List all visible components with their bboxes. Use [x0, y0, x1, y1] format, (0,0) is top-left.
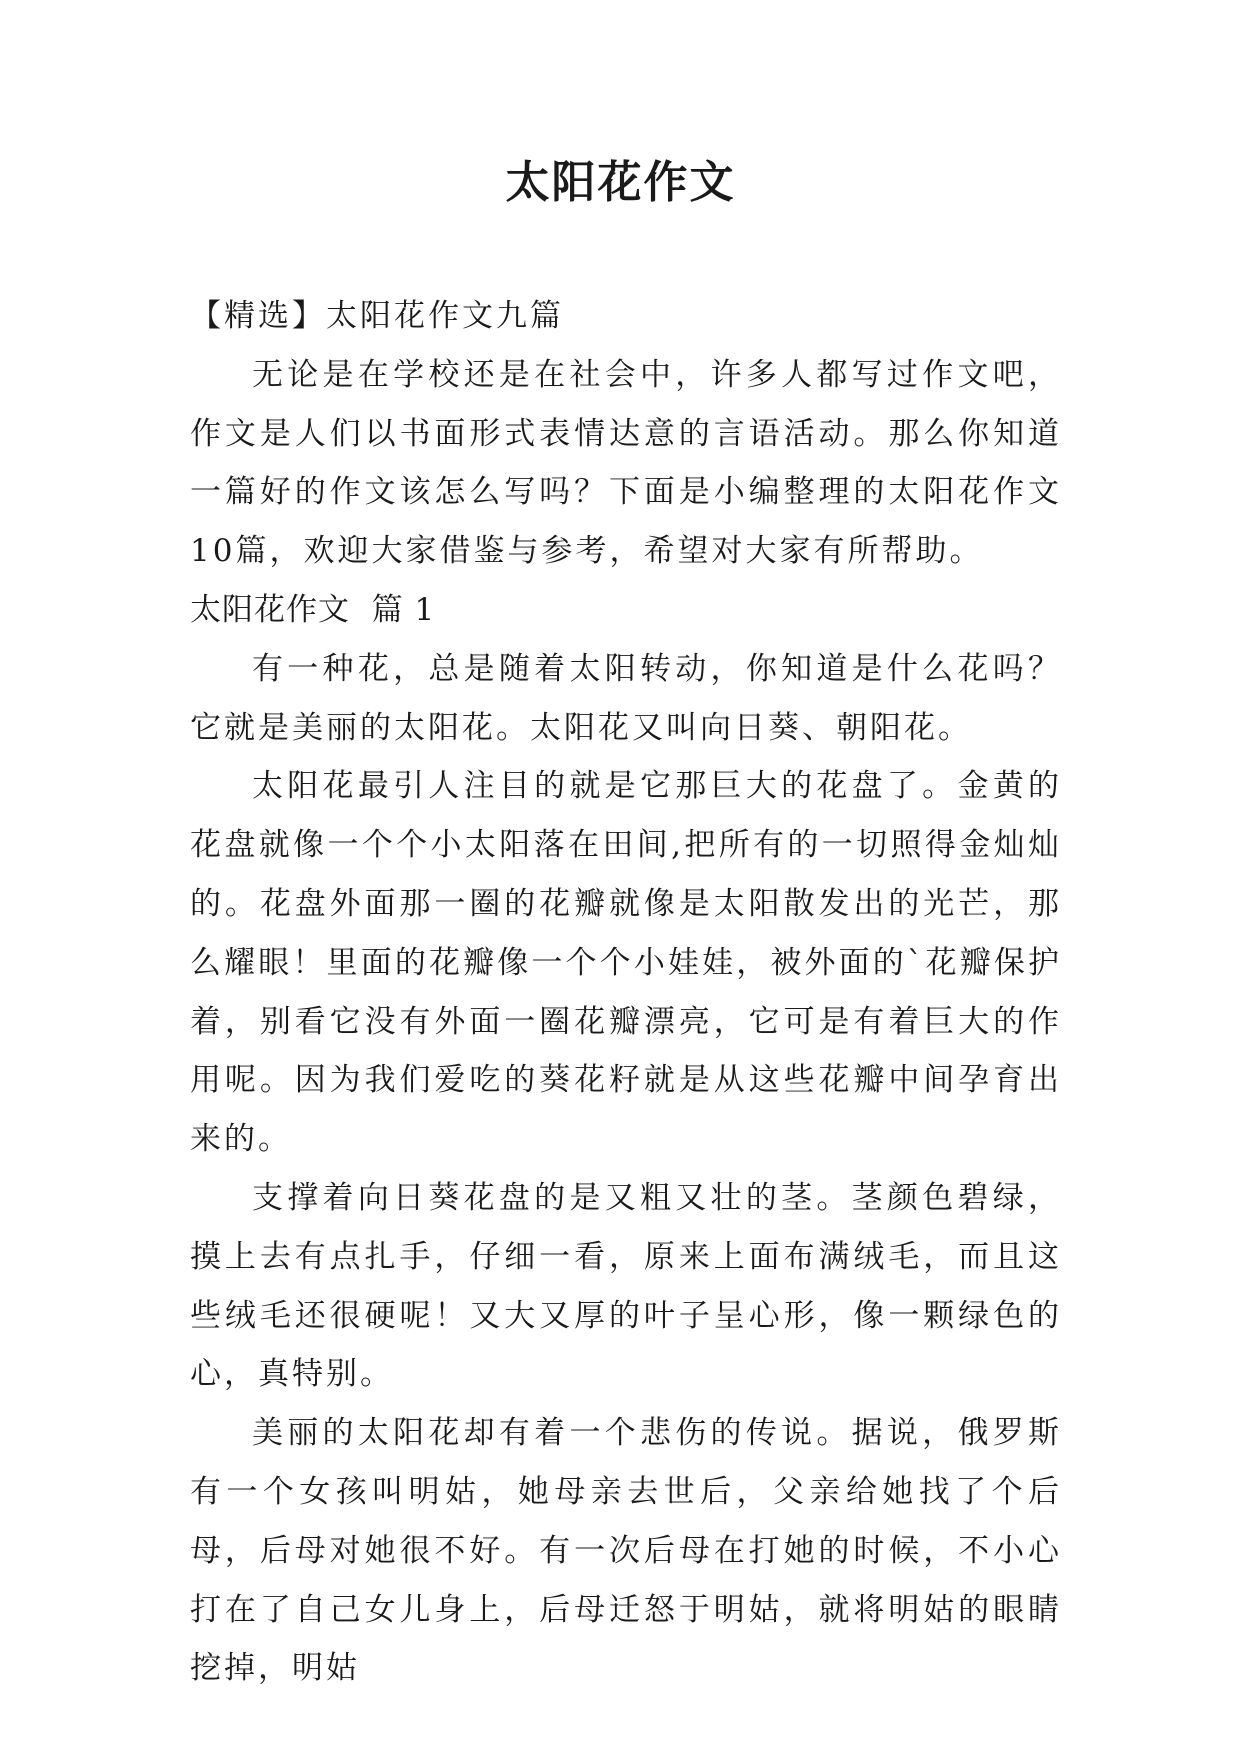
body-paragraph-1: 有一种花，总是随着太阳转动，你知道是什么花吗？它就是美丽的太阳花。太阳花又叫向日葵、朝阳花。	[190, 650, 1062, 746]
document-subtitle: 【精选】太阳花作文九篇	[190, 298, 564, 334]
document-body	[190, 287, 1062, 1698]
body-paragraph-2: 太阳花最引人注目的就是它那巨大的花盘了。金黄的花盘就像一个个小太阳落在田间,把所有的一切照得金灿灿的。花盘外面那一圈的花瓣就像是太阳散发出的光芒，那么耀眼！里面的花瓣像一个个小娃娃，被外面的`花瓣保护着，别看它没有外面一圈花瓣漂亮，它可是有着巨大的作用呢。因为我们爱吃的葵花籽就是从这些花瓣中间孕育出来的。	[190, 768, 1062, 1158]
document-title: 太阳花作文	[505, 157, 736, 208]
body-paragraph-3: 支撑着向日葵花盘的是又粗又壮的茎。茎颜色碧绿，摸上去有点扎手，仔细一看，原来上面布满绒毛，而且这些绒毛还很硬呢！又大又厚的叶子呈心形，像一颗绿色的心，真特别。	[190, 1179, 1062, 1393]
section-heading: 太阳花作文 篇 1	[190, 591, 436, 628]
body-paragraph-4: 美丽的太阳花却有着一个悲伤的传说。据说，俄罗斯有一个女孩叫明姑，她母亲去世后，父亲给她找了个后母，后母对她很不好。有一次后母在打她的时候，不小心打在了自己女儿身上，后母迁怒于明姑，就将明姑的眼睛挖掉，明姑	[190, 1415, 1062, 1687]
intro-paragraph: 无论是在学校还是在社会中，许多人都写过作文吧，作文是人们以书面形式表情达意的言语活动。那么你知道一篇好的作文该怎么写吗？下面是小编整理的太阳花作文10篇，欢迎大家借鉴与参考，希望对大家有所帮助。	[190, 356, 1062, 570]
